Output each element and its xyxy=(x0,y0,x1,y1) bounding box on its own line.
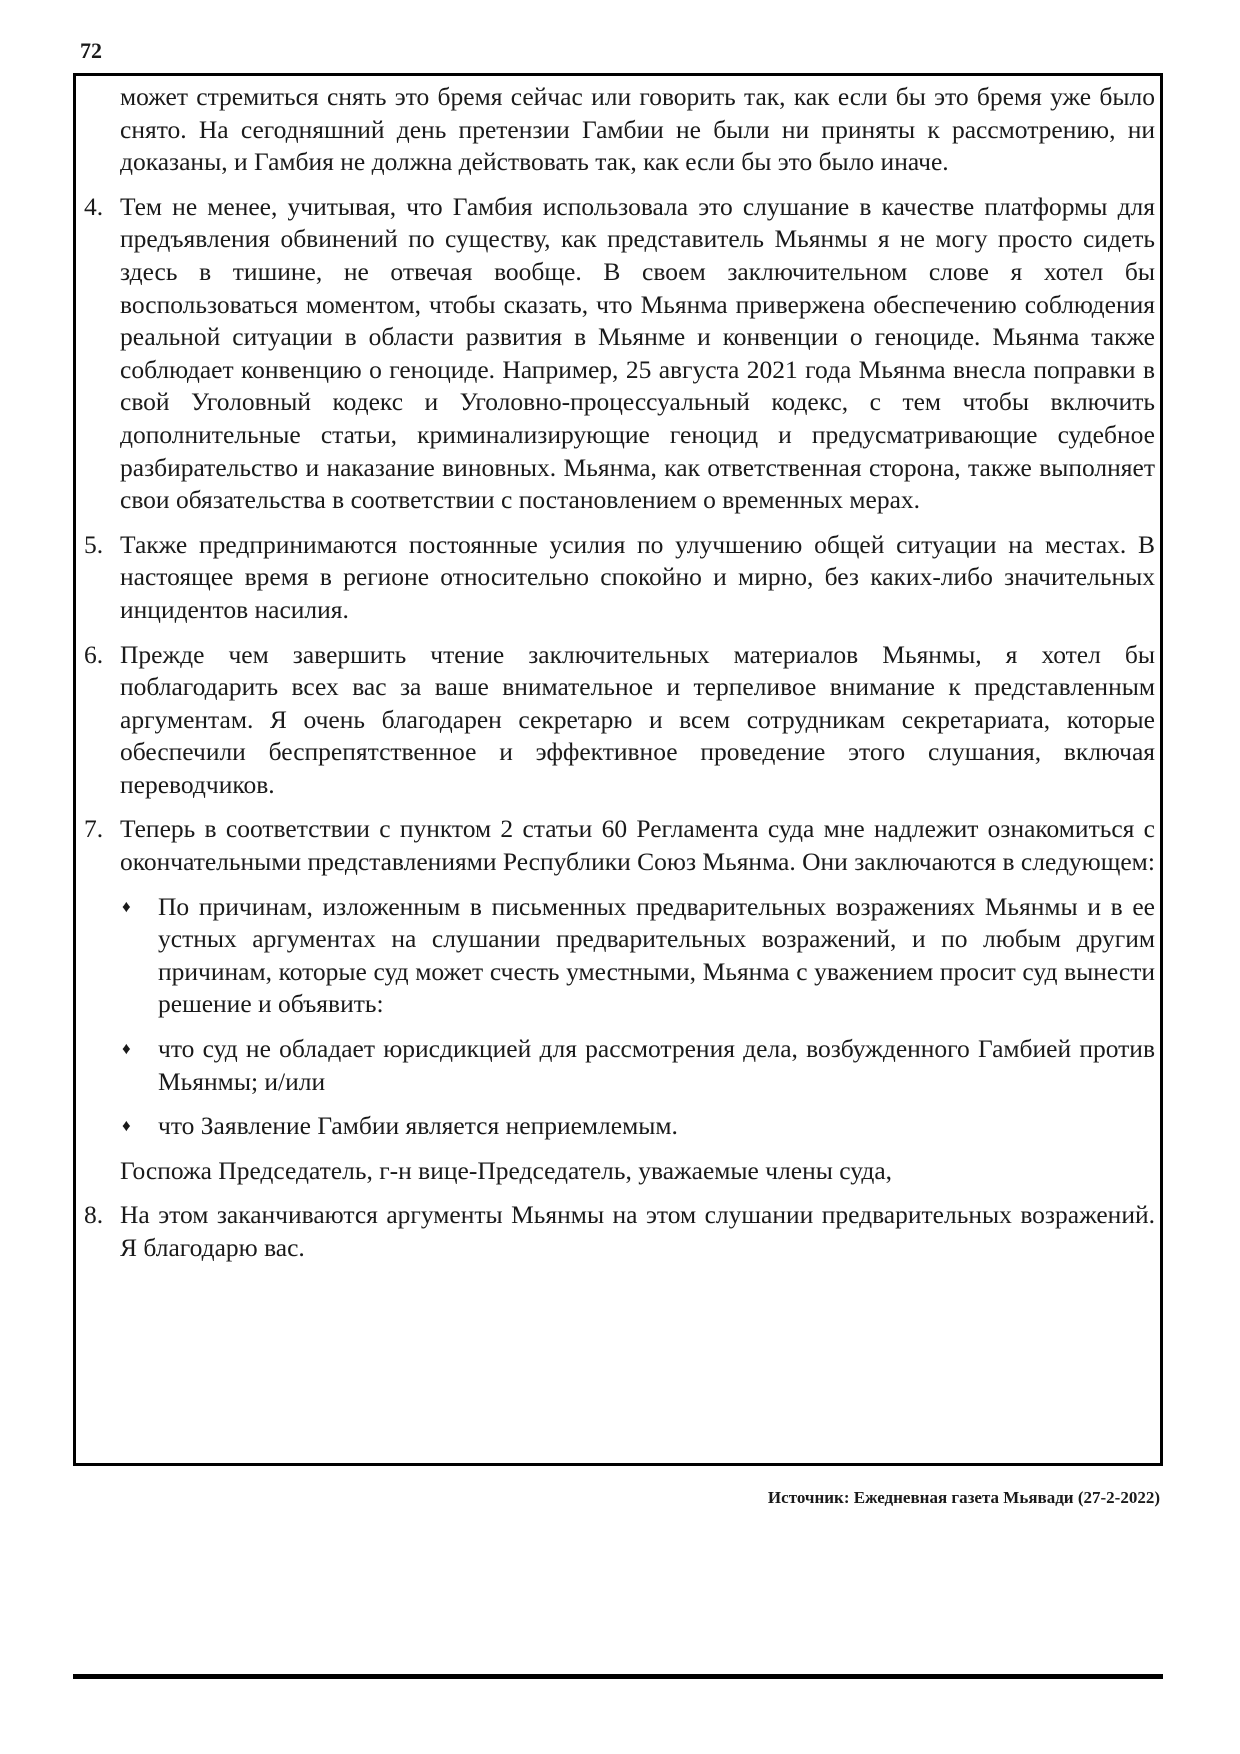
item-number: 7. xyxy=(84,814,104,844)
source-citation: Источник: Ежедневная газета Мьявади (27-2-2022) xyxy=(767,1488,1160,1507)
item-text: Прежде чем завершить чтение заключительных материалов Мьянмы, я хотел бы поблагодарить всех вас за ваше внимательное и терпеливое внимание к представленным аргументам. Я очень благодарен секретарю и всем сотрудникам секретариата, которые обеспечили беспрепятственное и эффективное проведение этого слушания, включая переводчиков. xyxy=(120,639,1155,799)
bullet-text: что суд не обладает юрисдикцией для рассмотрения дела, возбужденного Гамбией против Мьянмы; и/или xyxy=(158,1034,1155,1096)
item-number: 6. xyxy=(84,639,104,669)
item-number: 8. xyxy=(84,1200,104,1230)
item-text: Также предпринимаются постоянные усилия по улучшению общей ситуации на местах. В настоящее время в регионе относительно спокойно и мирно, без каких-либо значительных инцидентов насилия. xyxy=(120,529,1155,624)
item-text: Теперь в соответствии с пунктом 2 статьи 60 Регламента суда мне надлежит ознакомиться с окончательными представлениями Республики Союз Мьянма. Они заключаются в следующем: xyxy=(120,814,1155,877)
diamond-bullet-icon: ♦ xyxy=(122,1116,131,1136)
page-number: 72 xyxy=(80,38,102,63)
item-number: 4. xyxy=(84,191,104,221)
item-text: Тем не менее, учитывая, что Гамбия использовала это слушание в качестве платформы для предъявления обвинений по существу, как представитель Мьянмы я не могу просто сидеть здесь в тишине, не отвечая вообще. В своем заключительном слове я хотел бы воспользоваться моментом, чтобы сказать, что Мьянма привержена обеспечению соблюдения реальной ситуации в области развития в Мьянме и конвенции о геноциде. Мьянма также соблюдает конвенцию о геноциде. Например, 25 августа 2021 года Мьянма внесла поправки в свой Уголовный кодекс и Уголовно-процессуальный кодекс, с тем чтобы включить дополнительные статьи, криминализирующие геноцид и предусматривающие судебное разбирательство и наказание виновных. Мьянма, как ответственная сторона, также выполняет свои обязательства в соответствии с постановлением о временных мерах. xyxy=(120,191,1155,515)
bullet-item xyxy=(120,1110,1155,1143)
bullet-text: что Заявление Гамбии является неприемлемым. xyxy=(158,1111,678,1141)
closing-address: Госпожа Председатель, г-н вице-Председатель, уважаемые члены суда, xyxy=(120,1155,893,1185)
numbered-item xyxy=(84,1199,1155,1264)
numbered-item xyxy=(84,529,1155,627)
footer-rule xyxy=(73,1674,1163,1679)
bullet-item xyxy=(120,1033,1155,1098)
bullet-text: По причинам, изложенным в письменных предварительных возражениях Мьянмы и в ее устных аргументах на слушании предварительных возражений, и по любым другим причинам, которые суд может счесть уместными, Мьянма с уважением просит суд вынести решение и объявить: xyxy=(158,891,1155,1019)
diamond-bullet-icon: ♦ xyxy=(122,896,131,916)
item-text: На этом заканчиваются аргументы Мьянмы на этом слушании предварительных возражений. Я благодарю вас. xyxy=(120,1200,1155,1262)
numbered-item xyxy=(84,191,1155,517)
item-number: 5. xyxy=(84,529,104,559)
diamond-bullet-icon: ♦ xyxy=(122,1039,131,1059)
continuation-paragraph: может стремиться снять это бремя сейчас или говорить так, как если бы это бремя уже было снято. На сегодняшний день претензии Гамбии не были ни приняты к рассмотрению, ни доказаны, и Гамбия не должна действовать так, как если бы это было иначе. xyxy=(120,82,1155,177)
bullet-item xyxy=(120,891,1155,1021)
numbered-item xyxy=(84,639,1155,802)
document-body xyxy=(84,81,1155,1277)
numbered-item xyxy=(84,813,1155,878)
